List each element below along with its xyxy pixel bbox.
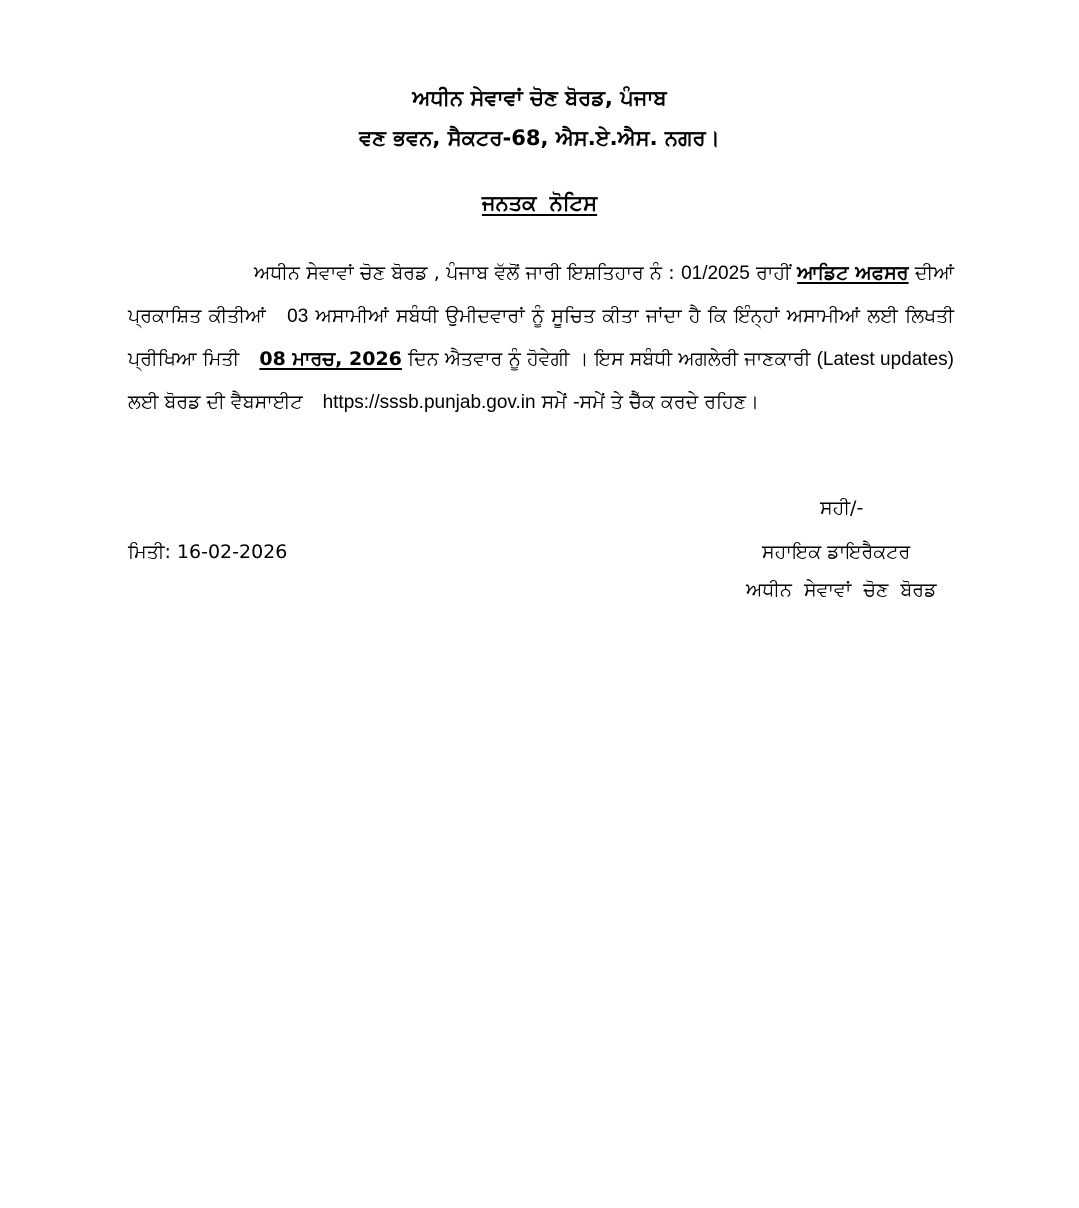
post-name: ਆਡਿਟ ਅਫਸਰ <box>797 262 909 284</box>
notice-date: ਮਿਤੀ: 16-02-2026 <box>128 541 288 563</box>
body-text-part5: ਦਿਨ ਐਤਵਾਰ ਨੂੰ ਹੋਵੇਗੀ । ਇਸ ਸਬੰਧੀ ਅਗਲੇਰੀ ਜਾਣਕਾਰੀ <box>401 348 817 370</box>
posts-count: 03 <box>287 306 309 327</box>
body-text-part2: ਰਾਹੀਂ <box>749 262 798 284</box>
body-text-part7: ਸਮੇਂ -ਸਮੇਂ ਤੇ ਚੈੱਕ ਕਰਦੇ ਰਹਿਣ। <box>535 391 759 413</box>
website-link[interactable]: https://sssb.punjab.gov.in <box>322 392 536 413</box>
advertisement-number: 01/2025 <box>681 263 750 284</box>
body-text-part1: ਅਧੀਨ ਸੇਵਾਵਾਂ ਚੋਣ ਬੋਰਡ , ਪੰਜਾਬ ਵੱਲੋਂ ਜਾਰੀ ਇਸ਼ਤਿਹਾਰ ਨੰ : <box>254 262 682 284</box>
board-address-heading: ਵਣ ਭਵਨ, ਸੈਕਟਰ-68, ਐਸ.ਏ.ਐਸ. ਨਗਰ। <box>359 126 720 150</box>
signatory-designation: ਸਹਾਇਕ ਡਾਇਰੈਕਟਰ <box>762 541 911 563</box>
signature-mark: ਸਹੀ/- <box>820 497 864 519</box>
exam-date: 08 ਮਾਰਚ, 2026 <box>259 348 402 370</box>
signatory-organization: ਅਧੀਨ ਸੇਵਾਵਾਂ ਚੋਣ ਬੋਰਡ <box>746 579 937 601</box>
notice-title-text: ਜਨਤਕ ਨੋਟਿਸ <box>481 191 598 215</box>
latest-updates-text: (Latest updates) <box>816 349 954 370</box>
notice-body <box>128 252 954 424</box>
body-text-part4: ਅਸਾਮੀਆਂ ਸਬੰਧੀ ਉਮੀਦਵਾਰਾਂ ਨੂੰ ਸੂਚਿਤ ਕੀਤਾ ਜਾਂਦਾ ਹੈ ਕਿ ਇੰਨ੍ਹਾਂ ਅਸਾਮੀਆਂ ਲਈ ਲਿਖਤੀ ਪ੍ਰੀਖਿਆ ਮਿਤੀ <box>128 305 954 370</box>
notice-title <box>0 188 1079 218</box>
body-text-part3: ਦੀਆਂ ਪ੍ਰਕਾਸ਼ਿਤ ਕੀਤੀਆਂ <box>128 262 954 327</box>
board-name-heading: ਅਧੀਨ ਸੇਵਾਵਾਂ ਚੋਣ ਬੋਰਡ, ਪੰਜਾਬ <box>412 86 667 110</box>
body-text-part6: ਲਈ ਬੋਰਡ ਦੀ ਵੈਬਸਾਈਟ <box>128 391 309 413</box>
